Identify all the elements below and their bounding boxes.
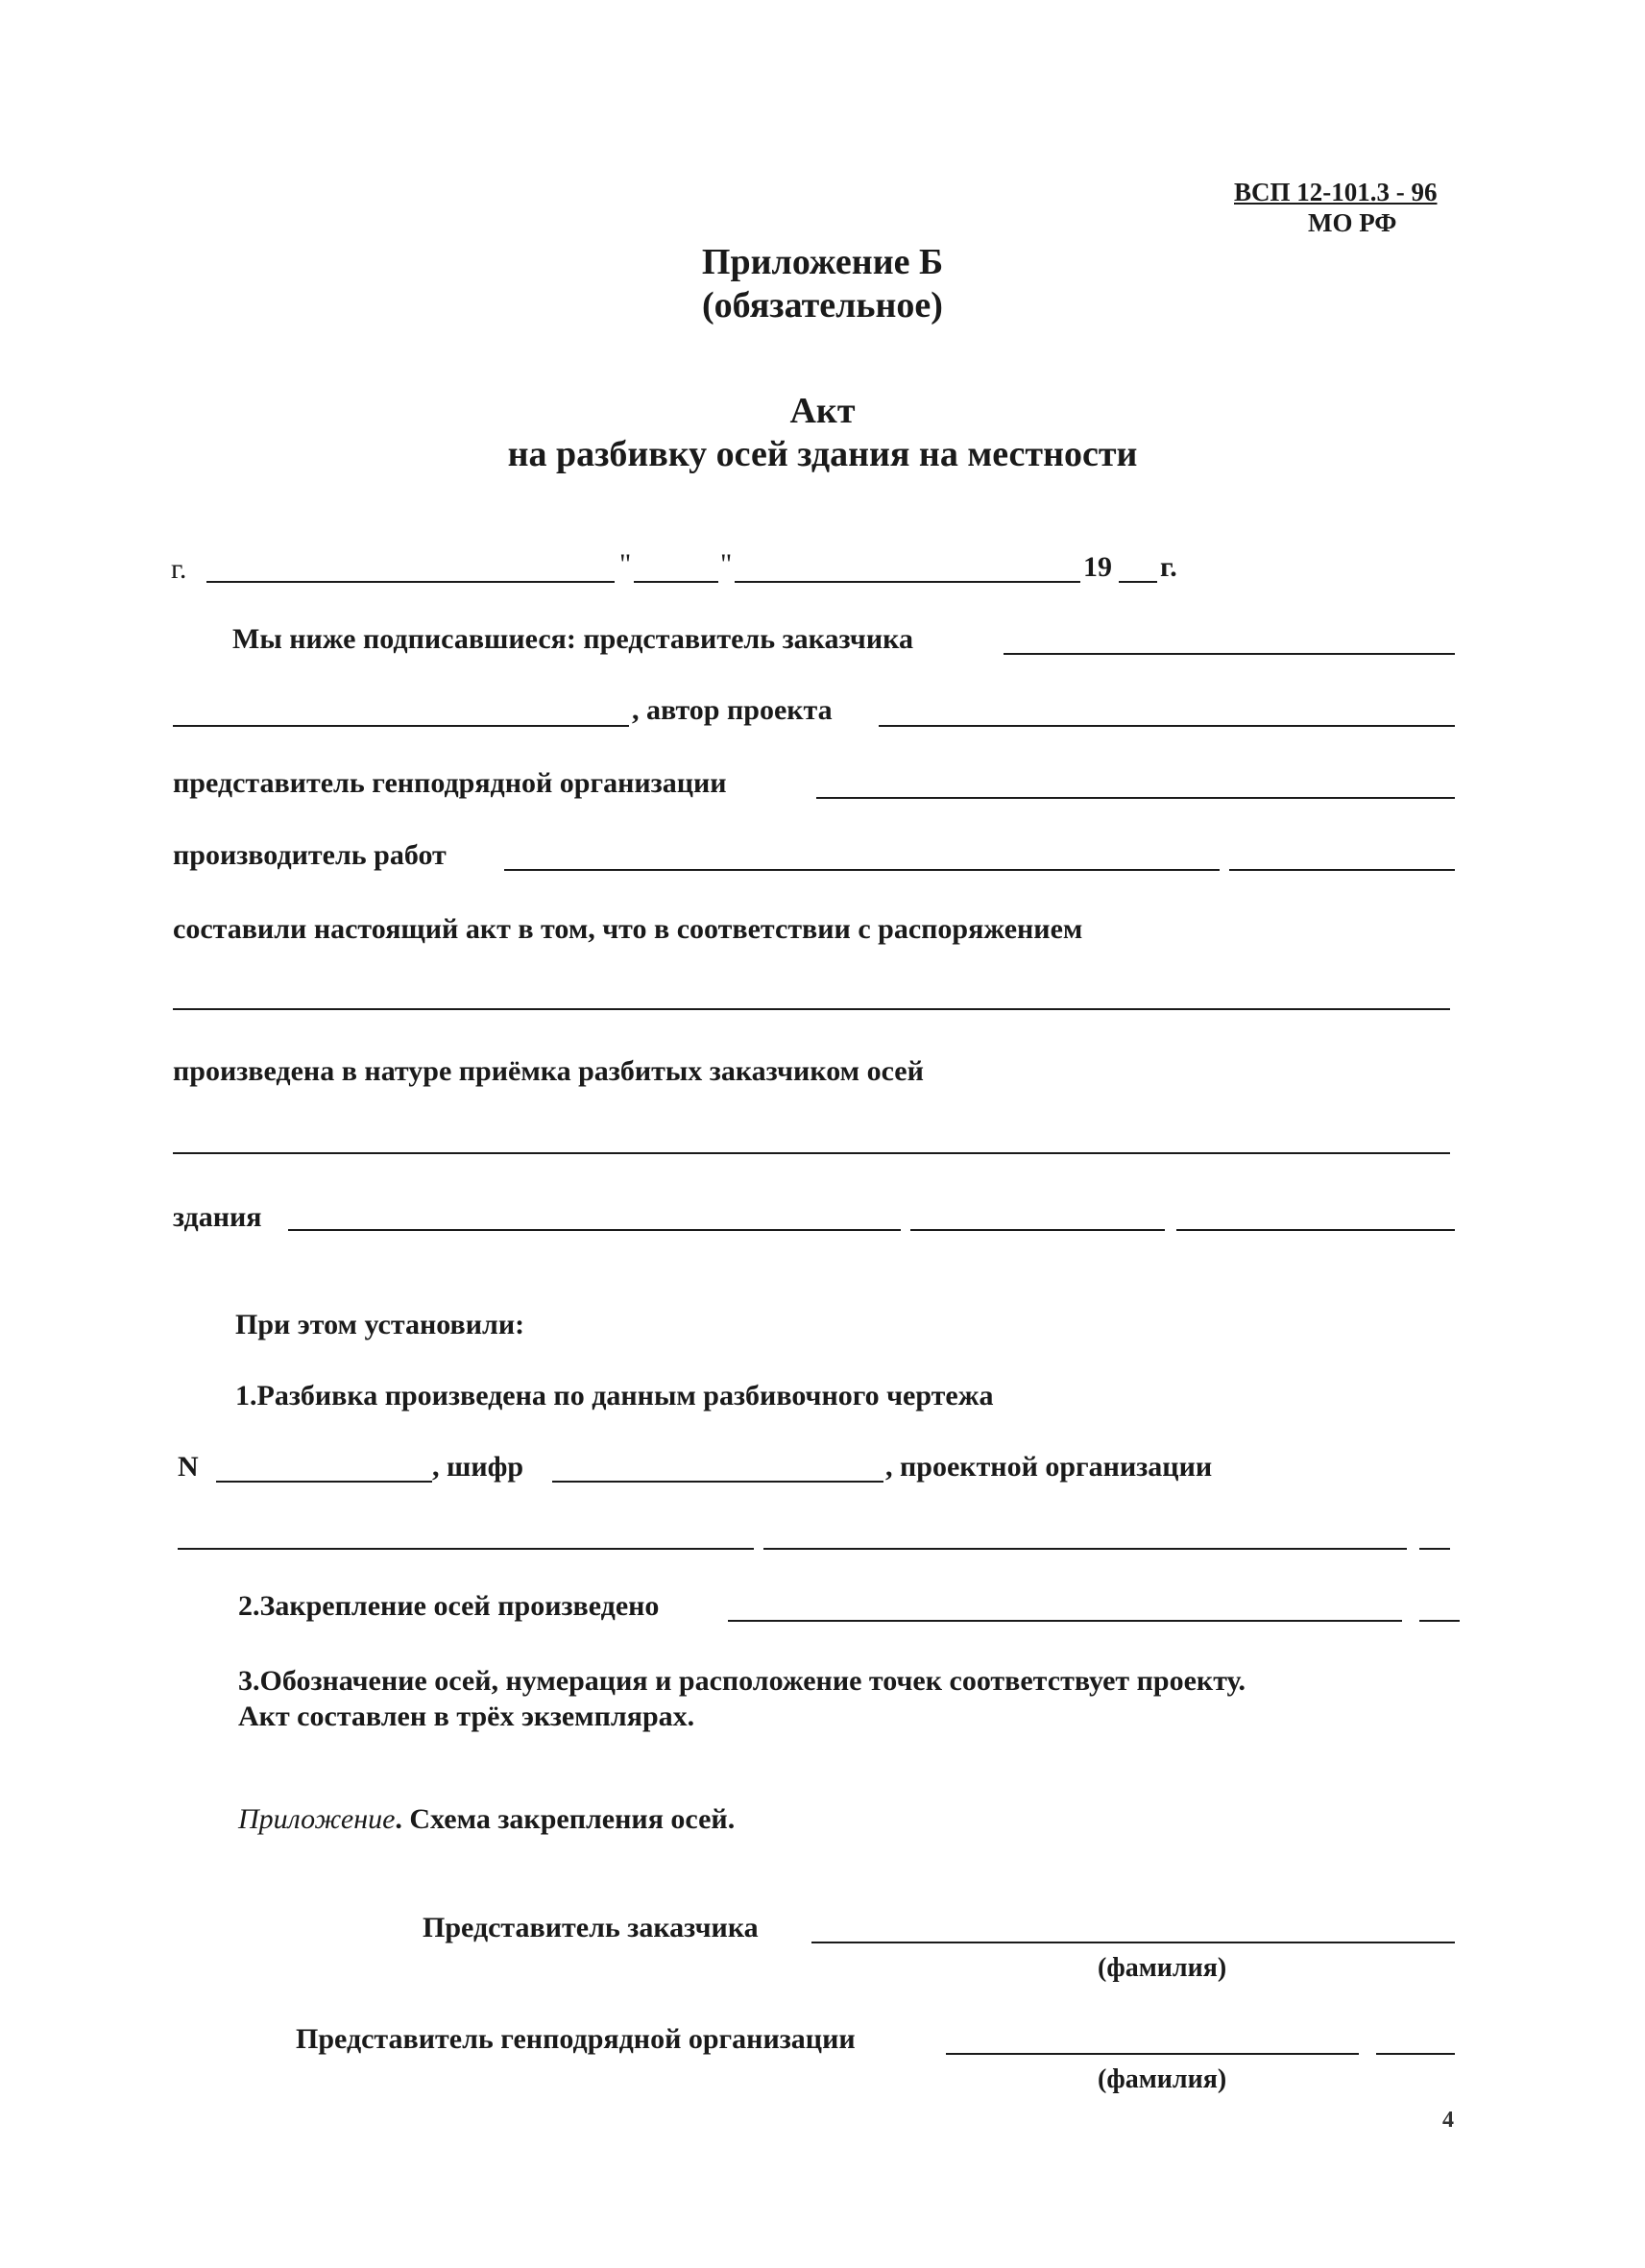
general-signature-caption: (фамилия) bbox=[1098, 2064, 1227, 2094]
general-contractor-field[interactable] bbox=[816, 797, 1455, 799]
appendix-reference-text: . Схема закрепления осей. bbox=[395, 1803, 736, 1835]
customer-representative-field-2[interactable] bbox=[173, 725, 629, 727]
quote-open: " bbox=[619, 548, 632, 580]
building-label: здания bbox=[173, 1201, 262, 1233]
day-field[interactable] bbox=[634, 581, 718, 583]
act-subtitle: на разбивку осей здания на местности bbox=[507, 434, 1138, 474]
general-contractor-label: представитель генподрядной организации bbox=[173, 767, 727, 799]
year-prefix: 19 bbox=[1083, 551, 1112, 583]
drawing-number-label: N bbox=[178, 1451, 199, 1483]
document-code: ВСП 12-101.3 - 96 bbox=[1234, 178, 1438, 206]
works-producer-label: производитель работ bbox=[173, 839, 447, 871]
building-field-2[interactable] bbox=[910, 1229, 1165, 1231]
document-org: МО РФ bbox=[1308, 208, 1397, 237]
fixation-field[interactable] bbox=[728, 1620, 1402, 1622]
appendix-reference bbox=[238, 1802, 735, 1837]
customer-signature-caption: (фамилия) bbox=[1098, 1953, 1227, 1983]
building-field-3[interactable] bbox=[1176, 1229, 1455, 1231]
project-organization-field-2[interactable] bbox=[763, 1548, 1407, 1550]
established-heading: При этом установили: bbox=[235, 1309, 525, 1340]
works-producer-field-2[interactable] bbox=[1229, 869, 1455, 871]
cipher-label: , шифр bbox=[432, 1451, 524, 1483]
quote-close: " bbox=[720, 548, 733, 580]
general-signature-field-2[interactable] bbox=[1376, 2053, 1455, 2055]
item-3-line-2: Акт составлен в трёх экземплярах. bbox=[238, 1701, 695, 1732]
customer-representative-label: Мы ниже подписавшиеся: представитель заказчика bbox=[232, 623, 913, 655]
customer-representative-field[interactable] bbox=[1004, 653, 1455, 655]
works-producer-field[interactable] bbox=[504, 869, 1220, 871]
project-author-field[interactable] bbox=[879, 725, 1455, 727]
order-field[interactable] bbox=[173, 1008, 1450, 1010]
customer-signature-field[interactable] bbox=[811, 1942, 1455, 1943]
year-suffix: г. bbox=[1160, 551, 1177, 583]
acceptance-statement: произведена в натуре приёмка разбитых заказчиком осей bbox=[173, 1055, 924, 1087]
project-organization-label: , проектной организации bbox=[885, 1451, 1213, 1483]
page-number: 4 bbox=[1442, 2108, 1454, 2133]
appendix-title: Приложение Б bbox=[701, 242, 944, 282]
compiled-statement: составили настоящий акт в том, что в соответствии с распоряжением bbox=[173, 913, 1083, 945]
year-field[interactable] bbox=[1119, 581, 1157, 583]
item-1: 1.Разбивка произведена по данным разбивочного чертежа bbox=[235, 1380, 994, 1411]
appendix-note: (обязательное) bbox=[702, 285, 943, 326]
axes-field[interactable] bbox=[173, 1152, 1450, 1154]
general-signature-label: Представитель генподрядной организации bbox=[296, 2023, 856, 2055]
drawing-number-field[interactable] bbox=[216, 1481, 432, 1483]
project-author-label: , автор проекта bbox=[632, 694, 833, 726]
customer-signature-label: Представитель заказчика bbox=[423, 1912, 759, 1943]
item-3-line-1: 3.Обозначение осей, нумерация и расположение точек соответствует проекту. bbox=[238, 1665, 1246, 1697]
fixation-field-2[interactable] bbox=[1419, 1620, 1460, 1622]
appendix-reference-label: Приложение bbox=[238, 1803, 396, 1835]
month-field[interactable] bbox=[735, 581, 1080, 583]
act-title: Акт bbox=[789, 391, 856, 431]
project-organization-field-1[interactable] bbox=[178, 1548, 754, 1550]
building-field-1[interactable] bbox=[288, 1229, 901, 1231]
item-2: 2.Закрепление осей произведено bbox=[238, 1590, 660, 1622]
city-prefix: г. bbox=[171, 553, 187, 585]
general-signature-field[interactable] bbox=[946, 2053, 1359, 2055]
project-organization-field-3[interactable] bbox=[1419, 1548, 1450, 1550]
city-field[interactable] bbox=[206, 581, 615, 583]
cipher-field[interactable] bbox=[552, 1481, 883, 1483]
